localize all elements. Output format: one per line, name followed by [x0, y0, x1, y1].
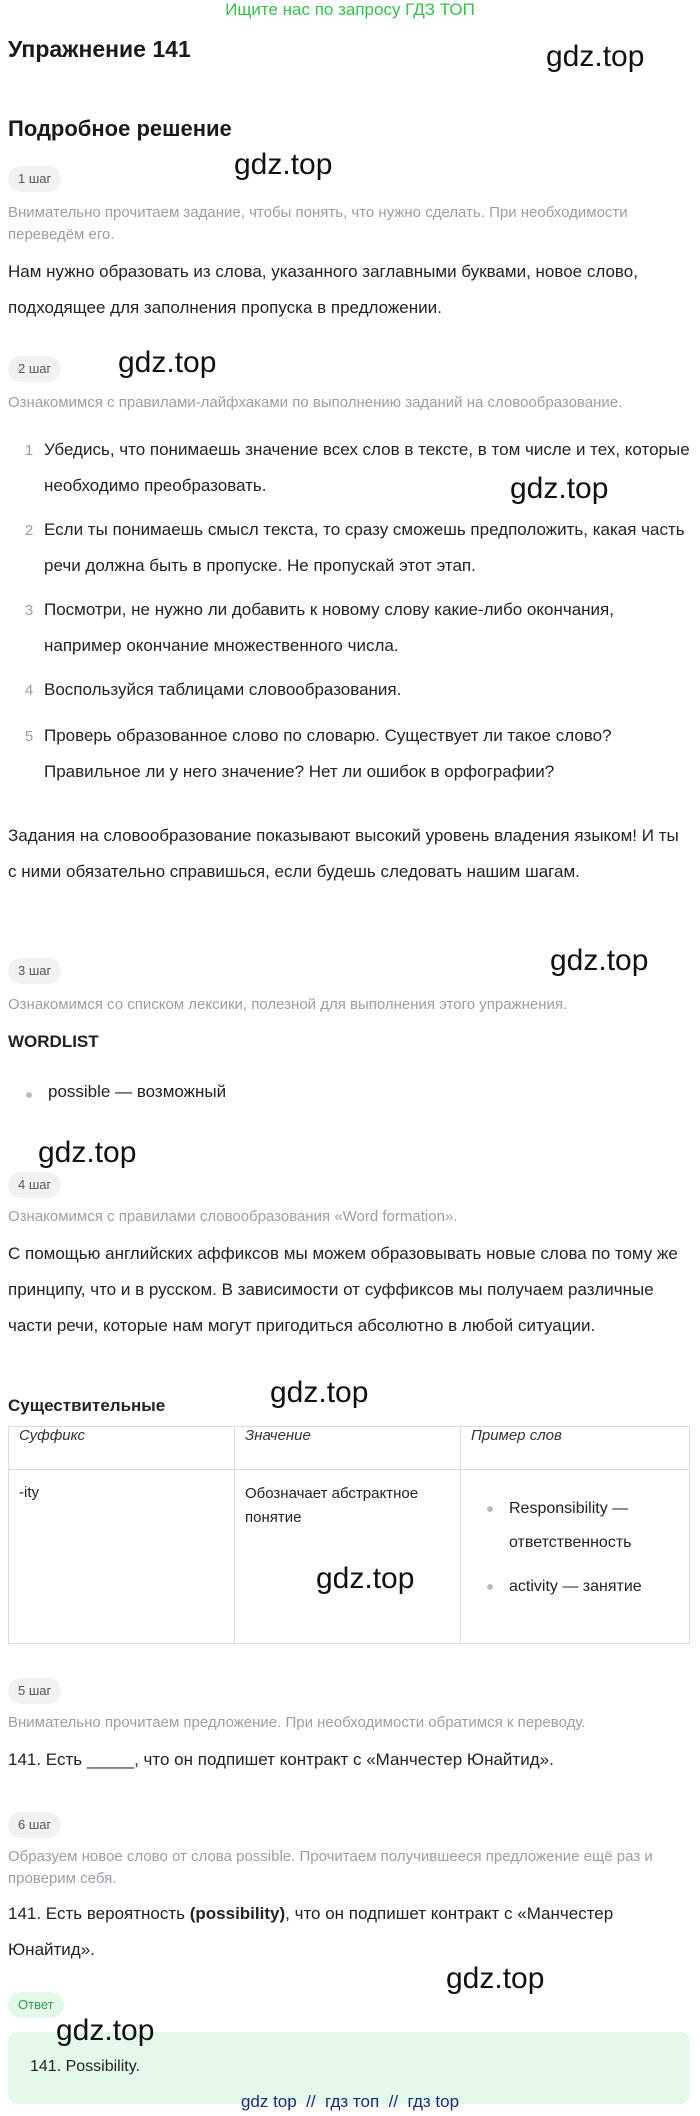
page-title: Упражнение 141 [8, 36, 191, 62]
list-item: Убедись, что понимаешь значение всех слов в тексте, в том числе и тех, которые необходимо преобразовать. [44, 440, 690, 495]
step-hint: Ознакомимся с правилами-лайфхаками по выполнению заданий на словообразование. [8, 394, 623, 411]
suffix-table [8, 1426, 690, 1644]
step-hint: Образуем новое слово от слова possible. Прочитаем получившееся предложение ещё раз и проверим себя. [8, 1848, 653, 1887]
list-number: 4 [24, 682, 34, 699]
watermark: gdz.top [38, 1136, 137, 1169]
section-title: Подробное решение [8, 116, 232, 141]
step-badge: 4 шаг [8, 1172, 61, 1198]
list-number: 3 [24, 602, 34, 619]
step-badge: 5 шаг [8, 1678, 61, 1704]
table-title: Существительные [8, 1396, 166, 1415]
list-number: 2 [24, 522, 34, 539]
table-cell [461, 1470, 690, 1644]
step-text: Нам нужно образовать из слова, указанного заглавными буквами, новое слово, подходящее для заполнения пропуска в предложении. [8, 262, 638, 317]
answer-text: 141. Possibility. [30, 2058, 140, 2075]
watermark: gdz.top [270, 1376, 369, 1409]
table-header: Пример слов [461, 1427, 690, 1470]
table-cell: Обозначает абстрактное понятие [235, 1470, 461, 1644]
bullet [487, 1506, 493, 1512]
watermark: gdz.top [316, 1562, 415, 1595]
watermark: gdz.top [550, 944, 649, 977]
example-word: activity — занятие [509, 1578, 642, 1595]
footer-links[interactable]: gdz top // гдз топ // гдз top [240, 2092, 460, 2111]
list-item: Проверь образованное слово по словарю. Существует ли такое слово? Правильное ли у него значение? Нет ли ошибок в орфографии? [44, 726, 612, 781]
watermark: gdz.top [118, 346, 217, 379]
list-item: Воспользуйся таблицами словообразования. [44, 680, 402, 699]
step-text: 141. Есть вероятность (possibility), что он подпишет контракт с «Манчестер Юнайтид». [8, 1904, 614, 1959]
watermark: gdz.top [234, 148, 333, 181]
watermark: gdz.top [56, 2014, 155, 2047]
step-hint: Ознакомимся с правилами словообразования «Word formation». [8, 1208, 458, 1225]
list-item [473, 1570, 679, 1604]
example-word: Responsibility — ответственность [509, 1500, 632, 1551]
step-badge: 1 шаг [8, 166, 61, 192]
step-text: Задания на словообразование показывают высокий уровень владения языком! И ты с ними обязательно справишься, если будешь следовать нашим шагам. [8, 826, 679, 881]
step-badge: 3 шаг [8, 958, 61, 984]
step-badge: 6 шаг [8, 1812, 61, 1838]
table-header: Суффикс [9, 1427, 235, 1470]
watermark: gdz.top [510, 472, 609, 505]
step-hint: Внимательно прочитаем задание, чтобы понять, что нужно сделать. При необходимости переведём его. [8, 204, 628, 243]
list-number: 1 [24, 442, 34, 459]
list-item [473, 1492, 679, 1560]
wordlist-title: WORDLIST [8, 1032, 99, 1051]
search-banner[interactable]: Ищите нас по запросу ГДЗ ТОП [225, 0, 475, 19]
step-hint: Ознакомимся со списком лексики, полезной для выполнения этого упражнения. [8, 996, 568, 1013]
bullet [487, 1584, 493, 1590]
watermark: gdz.top [446, 1962, 545, 1995]
step-text: С помощью английских аффиксов мы можем образовывать новые слова по тому же принципу, что и в русском. В зависимости от суффиксов мы получаем различные части речи, которые нам могут пригодиться абсолютно в любой ситуации. [8, 1244, 678, 1335]
step-badge: 2 шаг [8, 356, 61, 382]
list-item: Посмотри, не нужно ли добавить к новому слову какие-либо окончания, например окончание множественного числа. [44, 600, 614, 655]
step-hint: Внимательно прочитаем предложение. При необходимости обратимся к переводу. [8, 1714, 586, 1731]
table-header: Значение [235, 1427, 461, 1470]
table-cell: -ity [9, 1470, 235, 1644]
bullet [26, 1092, 32, 1098]
answer-badge: Ответ [8, 1992, 64, 2018]
watermark: gdz.top [546, 40, 645, 73]
list-number: 5 [24, 728, 34, 745]
wordlist-item: possible — возможный [48, 1082, 227, 1101]
step-text: 141. Есть _____, что он подпишет контракт с «Манчестер Юнайтид». [8, 1750, 554, 1769]
list-item: Если ты понимаешь смысл текста, то сразу сможешь предположить, какая часть речи должна быть в пропуске. Не пропускай этот этап. [44, 520, 685, 575]
